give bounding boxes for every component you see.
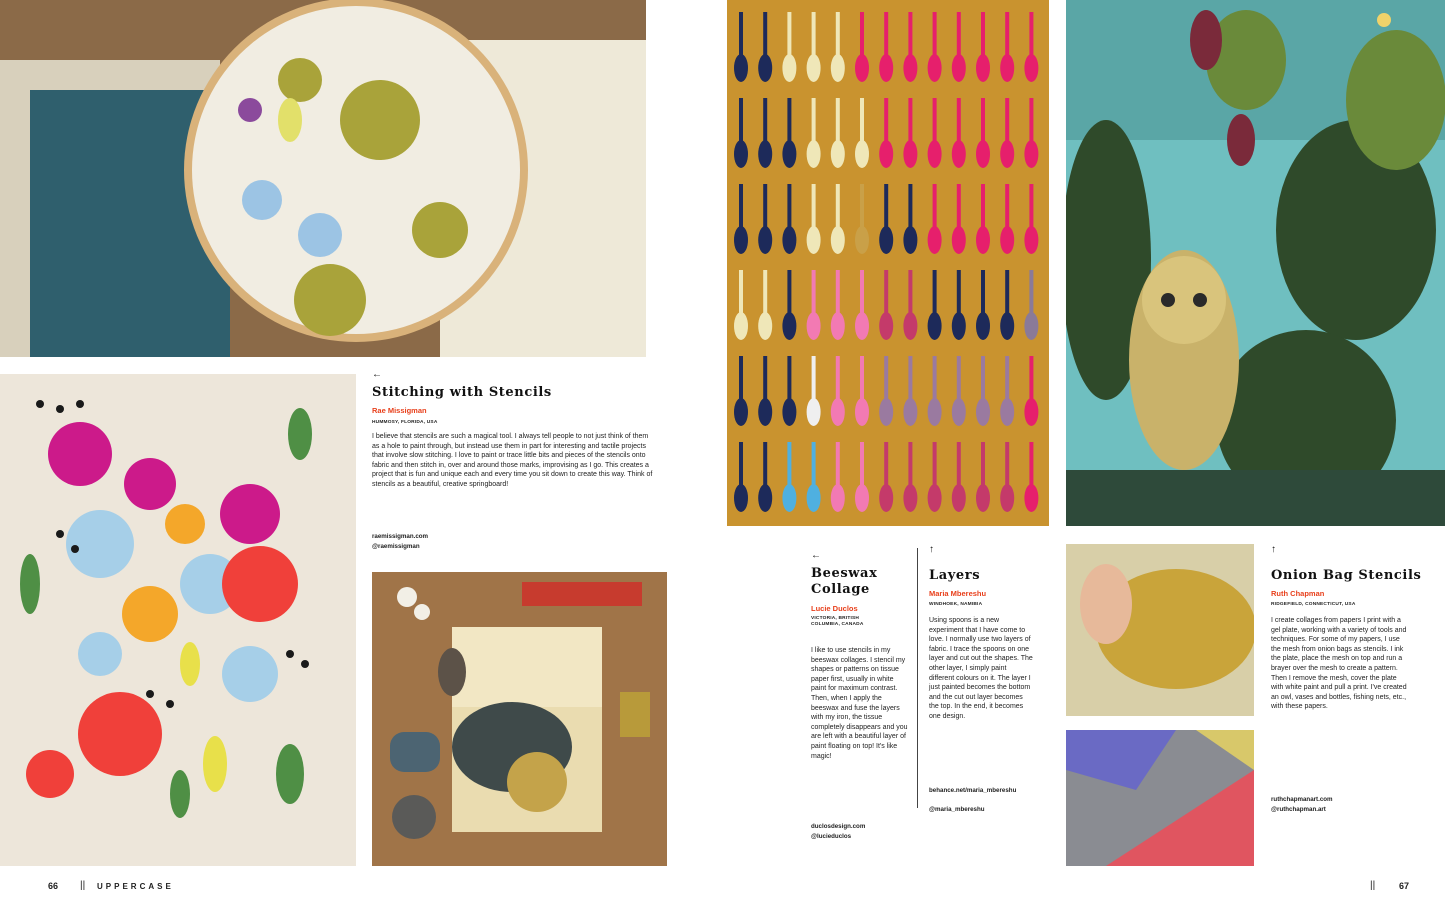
spoon-bowl <box>879 140 893 168</box>
spoon-bowl <box>734 226 748 254</box>
spoon-handle <box>1029 270 1033 316</box>
spoon-handle <box>763 98 767 144</box>
spoon-bowl <box>807 312 821 340</box>
layers-website[interactable]: behance.net/maria_mbereshu <box>929 787 1017 794</box>
spoon-bowl <box>855 54 869 82</box>
spoon-handle <box>908 98 912 144</box>
spoon-handle <box>1029 12 1033 58</box>
spoon-handle <box>908 442 912 488</box>
spoon-handle <box>1029 442 1033 488</box>
beeswax-website[interactable]: duclosdesign.com <box>811 823 866 830</box>
spoon-bowl <box>879 54 893 82</box>
spoon-handle <box>739 98 743 144</box>
spoon-handle <box>860 270 864 316</box>
spoon-bowl <box>952 226 966 254</box>
spoon-handle <box>763 12 767 58</box>
spoon-handle <box>1005 270 1009 316</box>
spoon-bowl <box>1000 398 1014 426</box>
onion-arrow-icon: ↑ <box>1271 544 1276 555</box>
onion-author: Ruth Chapman <box>1271 589 1325 598</box>
spoon-handle <box>812 184 816 230</box>
spoon-handle <box>739 184 743 230</box>
spoon-bowl <box>758 226 772 254</box>
spoon-bowl <box>976 140 990 168</box>
onion-handle[interactable]: @ruthchapman.art <box>1271 806 1326 813</box>
spoon-handle <box>860 98 864 144</box>
spoon-handle <box>884 98 888 144</box>
spoon-bowl <box>1024 54 1038 82</box>
spoon-bowl <box>782 54 796 82</box>
spoon-handle <box>739 12 743 58</box>
stitching-handle[interactable]: @raemissigman <box>372 543 420 550</box>
beeswax-title: Beeswax Collage <box>811 566 878 597</box>
layers-author: Maria Mbereshu <box>929 589 987 598</box>
spoon-bowl <box>831 484 845 512</box>
spoon-bowl <box>1000 140 1014 168</box>
spoon-handle <box>763 270 767 316</box>
spoon-bowl <box>1024 312 1038 340</box>
spoon-handle <box>860 184 864 230</box>
spoon-bowl <box>928 226 942 254</box>
spoon-bowl <box>855 312 869 340</box>
owl-collage-photo <box>1066 0 1445 526</box>
spoon-bowl <box>758 398 772 426</box>
onion-location: RIDGEFIELD, CONNECTICUT, USA <box>1271 602 1356 607</box>
spoon-bowl <box>855 484 869 512</box>
spoon-handle <box>812 442 816 488</box>
spoon-handle <box>981 98 985 144</box>
spoon-handle <box>812 98 816 144</box>
spoon-handle <box>739 270 743 316</box>
spoon-bowl <box>734 54 748 82</box>
spoon-handle <box>884 356 888 402</box>
spoon-bowl <box>758 484 772 512</box>
onion-mesh-photo <box>1066 730 1254 866</box>
spoon-bowl <box>782 398 796 426</box>
spoon-handle <box>933 98 937 144</box>
onion-website[interactable]: ruthchapmanart.com <box>1271 796 1333 803</box>
spoon-handle <box>957 12 961 58</box>
spoon-handle <box>860 442 864 488</box>
spoon-handle <box>933 12 937 58</box>
stitching-website[interactable]: raemissigman.com <box>372 533 429 540</box>
spoon-bowl <box>807 484 821 512</box>
spoon-bowl <box>903 54 917 82</box>
spoon-bowl <box>952 312 966 340</box>
spoon-bowl <box>782 484 796 512</box>
onion-body: I create collages from papers I print with a gel plate, working with a variety of tools and techniques. For some of my papers, I use the mesh from onion bags as stencils. I ink the plate, place the mesh on top and run a brayer over the mesh to create a pattern. Then I remove the mesh, cover the plate with white paint and pull a print. I've created an owl, vases and bottles, fishing nets, etc., with these papers. <box>1271 617 1407 711</box>
beeswax-author: Lucie Duclos <box>811 604 858 613</box>
spoon-handle <box>1005 442 1009 488</box>
spoon-bowl <box>976 484 990 512</box>
spoon-handle <box>884 442 888 488</box>
spoon-handle <box>908 184 912 230</box>
spoon-bowl <box>734 484 748 512</box>
spoon-bowl <box>928 54 942 82</box>
spoon-handle <box>787 442 791 488</box>
spoon-bowl <box>1000 226 1014 254</box>
left-folio: 66 <box>48 881 59 891</box>
spoon-bowl <box>807 398 821 426</box>
spoon-bowl <box>831 398 845 426</box>
spoon-bowl <box>952 398 966 426</box>
spoon-bowl <box>782 312 796 340</box>
spoon-bowl <box>782 226 796 254</box>
spoon-bowl <box>903 398 917 426</box>
spoon-handle <box>860 12 864 58</box>
spoon-bowl <box>807 226 821 254</box>
column-divider-1 <box>917 548 918 808</box>
spoon-bowl <box>879 484 893 512</box>
spoon-handle <box>933 442 937 488</box>
spoon-handle <box>812 270 816 316</box>
spoon-handle <box>884 12 888 58</box>
spoon-bowl <box>903 226 917 254</box>
spoon-handle <box>1005 98 1009 144</box>
spoon-handle <box>981 12 985 58</box>
spoon-handle <box>981 270 985 316</box>
spoon-handle <box>836 98 840 144</box>
spoon-handle <box>957 184 961 230</box>
spoon-bowl <box>734 398 748 426</box>
spoon-handle <box>884 184 888 230</box>
spoon-handle <box>908 270 912 316</box>
spoon-bowl <box>903 140 917 168</box>
stitching-title: Stitching with Stencils <box>372 385 552 400</box>
stitching-body: I believe that stencils are such a magical tool. I always tell people to not just think of them as a hole to paint through, but instead use them in part for interesting and tactile projects that involve slow stitching. I love to paint or trace little bits and pieces of the stencils onto fabric and then stitch in, over and around those marks, improvising as I go. This creates a project that is fun and unique each and every time you sit down to create this way. Think of stencils as a beautiful, creative springboard! <box>372 433 653 488</box>
spoon-bowl <box>1000 54 1014 82</box>
spoon-handle <box>1005 356 1009 402</box>
spoon-handle <box>836 442 840 488</box>
spoon-bowl <box>976 226 990 254</box>
spoon-bowl <box>855 398 869 426</box>
masthead: UPPERCASE <box>97 882 174 891</box>
spoon-handle <box>957 98 961 144</box>
spoon-bowl <box>831 312 845 340</box>
spoon-handle <box>933 184 937 230</box>
spoon-bowl <box>928 312 942 340</box>
spoon-handle <box>957 270 961 316</box>
spoon-bowl <box>1024 484 1038 512</box>
beeswax-collage-photo <box>372 572 667 866</box>
onion-title: Onion Bag Stencils <box>1271 568 1422 583</box>
spoons-fabric-photo <box>727 0 1049 526</box>
spoon-handle <box>933 270 937 316</box>
spoon-handle <box>1029 98 1033 144</box>
spoon-bowl <box>879 398 893 426</box>
embroidery-hoop-photo <box>0 0 646 357</box>
spoon-bowl <box>952 140 966 168</box>
spoon-bowl <box>1024 398 1038 426</box>
spoon-bowl <box>976 54 990 82</box>
spoon-handle <box>908 12 912 58</box>
spoon-handle <box>957 356 961 402</box>
spoon-bowl <box>928 140 942 168</box>
spoon-handle <box>812 356 816 402</box>
spoon-handle <box>763 442 767 488</box>
spoon-bowl <box>1000 484 1014 512</box>
spoon-handle <box>933 356 937 402</box>
spoon-handle <box>739 356 743 402</box>
stitching-author: Rae Missigman <box>372 406 427 415</box>
stitching-location: HUMMOSY, FLORIDA, USA <box>372 420 438 425</box>
spoon-handle <box>812 12 816 58</box>
left-bars-icon: || <box>80 880 86 891</box>
spoon-handle <box>1029 184 1033 230</box>
spoon-handle <box>981 356 985 402</box>
spoon-handle <box>787 356 791 402</box>
embroidered-flowers-photo <box>0 374 356 866</box>
spoon-bowl <box>831 226 845 254</box>
spoon-bowl <box>879 226 893 254</box>
spoon-bowl <box>1024 226 1038 254</box>
spoon-handle <box>763 184 767 230</box>
layers-body: Using spoons is a new experiment that I have come to love. I normally use two layers of fabric. I trace the spoons on one layer and cut out the shapes. The other layer, I simply paint different colours on it. The layer I just painted becomes the bottom and the cut out layer becomes the top. In the end, it becomes one design. <box>929 617 1033 720</box>
beeswax-location: VICTORIA, BRITISH COLUMBIA, CANADA <box>811 616 864 627</box>
spoon-handle <box>787 184 791 230</box>
spoon-bowl <box>831 140 845 168</box>
beeswax-body: I like to use stencils in my beeswax collages. I stencil my shapes or patterns on tissue paper first, usually in white paint for maximum contrast. Then, when I apply the beeswax and fuse the layers with my iron, the tissue completely disappears and you are left with a beautiful layer of paint floating on top! It's like magic! <box>811 647 908 760</box>
gel-print-photo <box>1066 544 1254 716</box>
spoon-bowl <box>879 312 893 340</box>
spoon-bowl <box>855 226 869 254</box>
spoon-bowl <box>903 312 917 340</box>
spoon-handle <box>981 442 985 488</box>
spoon-handle <box>836 270 840 316</box>
spoon-bowl <box>976 312 990 340</box>
right-bars-icon: || <box>1370 880 1376 891</box>
spoon-handle <box>787 98 791 144</box>
spoon-bowl <box>1000 312 1014 340</box>
right-folio: 67 <box>1399 881 1410 891</box>
spoon-bowl <box>952 54 966 82</box>
layers-arrow-icon: ↑ <box>929 544 934 555</box>
spoon-bowl <box>734 312 748 340</box>
spoon-bowl <box>758 140 772 168</box>
layers-title: Layers <box>929 568 981 583</box>
beeswax-arrow-icon: ← <box>811 550 821 561</box>
spoon-handle <box>1005 12 1009 58</box>
spoon-handle <box>836 184 840 230</box>
beeswax-handle[interactable]: @lucieduclos <box>811 833 852 840</box>
spoon-bowl <box>782 140 796 168</box>
spoon-handle <box>1029 356 1033 402</box>
spoon-handle <box>981 184 985 230</box>
spoon-handle <box>1005 184 1009 230</box>
spoon-handle <box>908 356 912 402</box>
spoon-handle <box>860 356 864 402</box>
spoon-bowl <box>1024 140 1038 168</box>
layers-location: WINDHOEK, NAMIBIA <box>929 602 983 607</box>
spoon-bowl <box>952 484 966 512</box>
layers-handle[interactable]: @maria_mbereshu <box>929 806 985 813</box>
spoon-bowl <box>758 312 772 340</box>
spoon-bowl <box>855 140 869 168</box>
spoon-handle <box>836 12 840 58</box>
spoon-handle <box>787 12 791 58</box>
spoon-handle <box>836 356 840 402</box>
spoon-bowl <box>928 398 942 426</box>
spoon-bowl <box>928 484 942 512</box>
spoon-bowl <box>807 54 821 82</box>
spoon-bowl <box>758 54 772 82</box>
spoon-handle <box>884 270 888 316</box>
stitching-arrow-icon: ← <box>372 369 382 380</box>
spoon-bowl <box>807 140 821 168</box>
spoon-bowl <box>976 398 990 426</box>
spoon-handle <box>763 356 767 402</box>
spoon-bowl <box>831 54 845 82</box>
spoon-bowl <box>734 140 748 168</box>
spoon-bowl <box>903 484 917 512</box>
spoon-handle <box>739 442 743 488</box>
spoon-handle <box>957 442 961 488</box>
spoon-handle <box>787 270 791 316</box>
